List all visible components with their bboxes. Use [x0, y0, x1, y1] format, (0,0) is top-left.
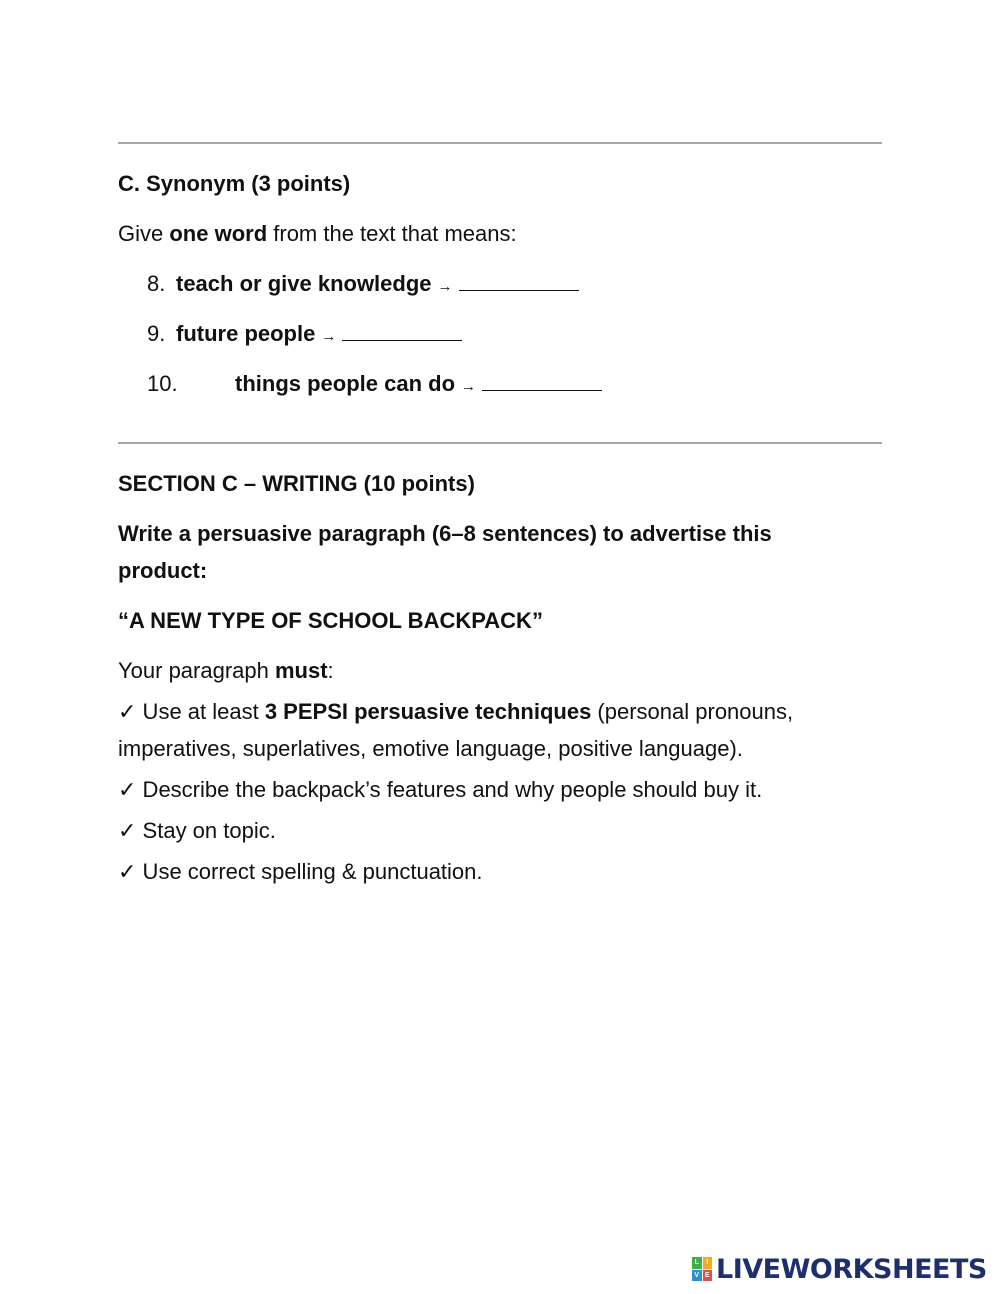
must-line — [118, 659, 334, 683]
logo-mark-cell: V — [692, 1270, 702, 1282]
synonym-instruction-post: from the text that means: — [267, 221, 517, 246]
question-9 — [147, 322, 462, 349]
criterion-2 — [118, 778, 762, 802]
question-number: 8. — [147, 271, 166, 296]
checkmark-icon: ✓ — [118, 777, 137, 802]
writing-prompt-line1: Write a persuasive paragraph (6–8 sentences) to advertise this — [118, 521, 772, 546]
answer-blank-8[interactable] — [459, 274, 579, 291]
criterion-3 — [118, 819, 276, 843]
criterion-3-text: Stay on topic. — [136, 818, 276, 843]
checkmark-icon: ✓ — [118, 818, 137, 843]
question-number: 9. — [147, 321, 166, 346]
question-text: things people can do — [235, 371, 456, 396]
synonym-instruction-bold: one word — [169, 221, 268, 246]
logo-mark-icon — [692, 1257, 712, 1281]
liveworksheets-logo — [692, 1254, 987, 1284]
product-title: “A NEW TYPE OF SCHOOL BACKPACK” — [118, 608, 543, 633]
must-post: : — [327, 658, 334, 683]
must-pre: Your paragraph — [118, 658, 275, 683]
logo-text: LIVEWORKSHEETS — [716, 1253, 987, 1285]
logo-mark-cell: E — [703, 1270, 713, 1282]
logo-mark-cell: L — [692, 1257, 702, 1269]
criterion-4 — [118, 860, 483, 884]
arrow-icon: → — [461, 378, 477, 395]
answer-blank-9[interactable] — [342, 324, 462, 341]
criterion-1-pre: Use at least — [136, 699, 265, 724]
divider-middle — [118, 442, 882, 444]
synonym-heading: C. Synonym (3 points) — [118, 171, 351, 196]
question-number: 10. — [147, 371, 178, 396]
writing-heading: SECTION C – WRITING (10 points) — [118, 471, 475, 496]
checkmark-icon: ✓ — [118, 699, 137, 724]
question-10 — [147, 372, 602, 399]
criterion-2-text: Describe the backpack’s features and why people should buy it. — [136, 777, 763, 802]
criterion-4-text: Use correct spelling & punctuation. — [136, 859, 483, 884]
synonym-instruction-pre: Give — [118, 221, 170, 246]
question-text: future people — [176, 321, 316, 346]
checkmark-icon: ✓ — [118, 859, 137, 884]
divider-top — [118, 142, 882, 144]
criterion-1-post: (personal pronouns, imperatives, superlatives, emotive language, positive language). — [118, 699, 794, 761]
criterion-1 — [118, 693, 888, 767]
logo-mark-cell: I — [703, 1257, 713, 1269]
writing-prompt-line2: product: — [118, 558, 208, 583]
must-bold: must — [274, 658, 328, 683]
question-8 — [147, 272, 579, 299]
criterion-1-bold: 3 PEPSI persuasive techniques — [264, 699, 592, 724]
arrow-icon: → — [321, 328, 337, 345]
answer-blank-10[interactable] — [482, 374, 602, 391]
synonym-instruction — [118, 222, 517, 246]
question-text: teach or give knowledge — [176, 271, 432, 296]
arrow-icon: → — [437, 278, 453, 295]
